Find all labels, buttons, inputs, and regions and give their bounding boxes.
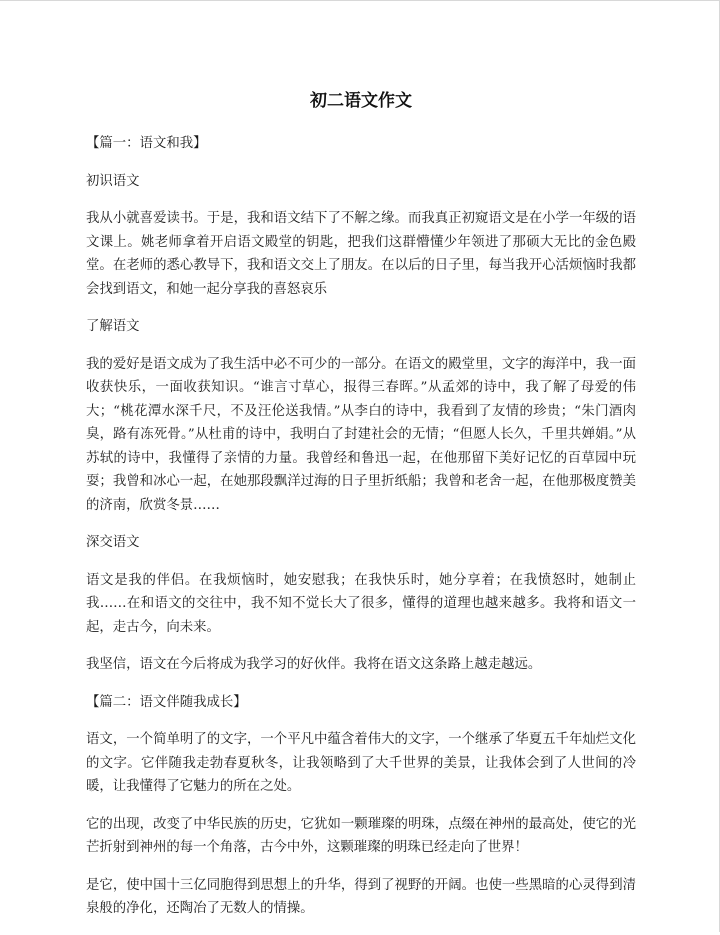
paragraph: 语文是我的伴侣。在我烦恼时，她安慰我；在我快乐时，她分享着；在我愤怒时，她制止我……在和语文的交往中，我不知不觉长大了很多，懂得的道理也越来越多。我将和语文一起，走古今，向未来。 (86, 572, 636, 635)
document-title: 初二语文作文 (310, 91, 412, 111)
document-body (86, 89, 636, 935)
paragraph: 我从小就喜爱读书。于是，我和语文结下了不解之缘。而我真正初窥语文是在小学一年级的语文课上。姚老师拿着开启语文殿堂的钥匙，把我们这群懵懂少年领进了那硕大无比的金色殿堂。在老师的悉心教导下，我和语文交上了朋友。在以后的日子里，每当我开心活烦恼时我都会找到语文，和她一起分享我的喜怒哀乐 (86, 211, 636, 297)
subheading-deep-friendship: 深交语文 (86, 535, 140, 550)
paragraph: 我坚信，语文在今后将成为我学习的好伙伴。我将在语文这条路上越走越远。 (86, 657, 542, 672)
subheading-understanding: 了解语文 (86, 319, 140, 334)
paragraph: 我的爱好是语文成为了我生活中必不可少的一部分。在语文的殿堂里，文字的海洋中，我一面收获快乐，一面收获知识。“谁言寸草心，报得三春晖。”从孟郊的诗中，我了解了母爱的伟大；“桃花潭水深千尺，不及汪伦送我情。”从李白的诗中，我看到了友情的珍贵；“朱门酒肉臭，路有冻死骨。”从杜甫的诗中，我明白了封建社会的无情；“但愿人长久，千里共婵娟。”从苏轼的诗中，我懂得了亲情的力量。我曾经和鲁迅一起，在他那留下美好记忆的百草园中玩耍；我曾和冰心一起，在她那段飘洋过海的日子里折纸船；我曾和老舍一起，在他那极度赞美的济南，欣赏冬景…… (86, 356, 636, 513)
paragraph: 是它，使中国十三亿同胞得到思想上的升华，得到了视野的开阔。也使一些黑暗的心灵得到清泉般的净化，还陶冶了无数人的情操。 (86, 877, 636, 916)
paragraph: 它的出现，改变了中华民族的历史，它犹如一颗璀璨的明珠，点缀在神州的最高处，使它的光芒折射到神州的每一个角落，古今中外，这颗璀璨的明珠已经走向了世界！ (86, 816, 636, 855)
section-heading-part-one: 【篇一：语文和我】 (86, 136, 207, 151)
section-heading-part-two: 【篇二：语文伴随我成长】 (86, 694, 247, 710)
paragraph: 语文，一个简单明了的文字，一个平凡中蕴含着伟大的文字，一个继承了华夏五千年灿烂文化的文字。它伴随我走勃春夏秋冬，让我领略到了大千世界的美景，让我体会到了人世间的冷暖，让我懂得了它魅力的所在之处。 (86, 732, 636, 794)
subheading-first-acquaintance: 初识语文 (86, 173, 140, 189)
